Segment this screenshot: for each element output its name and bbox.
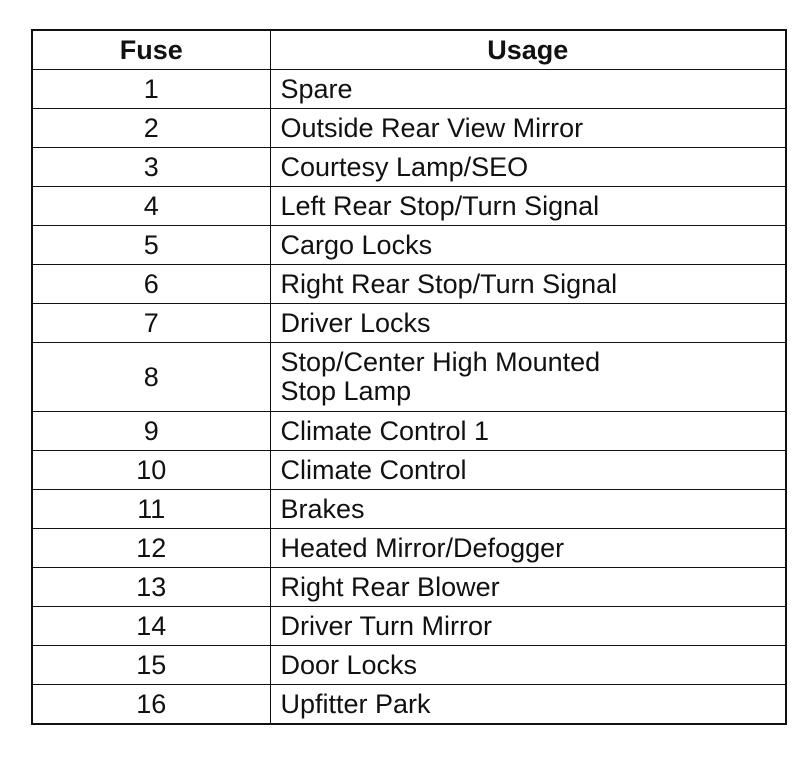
usage-text: Right Rear Stop/Turn Signal xyxy=(280,268,618,299)
usage-cell xyxy=(270,304,786,343)
fuse-number-cell: 8 xyxy=(32,343,270,412)
table-row xyxy=(32,226,786,265)
fuse-number-cell: 4 xyxy=(32,187,270,226)
table-row xyxy=(32,70,786,109)
usage-text: Heated Mirror/Defogger xyxy=(280,532,565,563)
table-row xyxy=(32,109,786,148)
usage-text: Climate Control xyxy=(280,454,467,485)
fuse-number-cell: 14 xyxy=(32,607,270,646)
usage-cell xyxy=(270,265,786,304)
usage-text: Brakes xyxy=(280,493,365,524)
table-header xyxy=(32,30,786,70)
usage-cell xyxy=(270,412,786,451)
usage-cell xyxy=(270,70,786,109)
usage-text: Left Rear Stop/Turn Signal xyxy=(280,190,600,221)
fuse-number-cell: 12 xyxy=(32,529,270,568)
table-row xyxy=(32,451,786,490)
usage-cell xyxy=(270,607,786,646)
table-row xyxy=(32,148,786,187)
column-header-usage: Usage xyxy=(270,30,786,70)
fuse-number-cell: 13 xyxy=(32,568,270,607)
usage-text: Cargo Locks xyxy=(280,229,433,260)
usage-text: Stop/Center High Mounted Stop Lamp xyxy=(280,347,601,406)
fuse-usage-table xyxy=(31,29,787,725)
usage-text: Right Rear Blower xyxy=(280,571,500,602)
usage-text: Door Locks xyxy=(280,649,418,680)
fuse-number-cell: 3 xyxy=(32,148,270,187)
fuse-number-cell: 7 xyxy=(32,304,270,343)
table-row xyxy=(32,343,786,412)
table-row xyxy=(32,529,786,568)
column-header-fuse: Fuse xyxy=(32,30,270,70)
header-row xyxy=(32,30,786,70)
usage-cell xyxy=(270,568,786,607)
table-row xyxy=(32,265,786,304)
fuse-number-cell: 11 xyxy=(32,490,270,529)
usage-cell xyxy=(270,685,786,725)
table-row xyxy=(32,646,786,685)
usage-cell xyxy=(270,529,786,568)
usage-cell xyxy=(270,187,786,226)
fuse-number-cell: 2 xyxy=(32,109,270,148)
usage-cell xyxy=(270,226,786,265)
usage-text: Spare xyxy=(280,73,353,104)
table-row xyxy=(32,685,786,725)
table-body xyxy=(32,70,786,725)
table-row xyxy=(32,490,786,529)
usage-text: Driver Turn Mirror xyxy=(280,610,493,641)
fuse-number-cell: 15 xyxy=(32,646,270,685)
table-row xyxy=(32,187,786,226)
fuse-number-cell: 10 xyxy=(32,451,270,490)
usage-cell xyxy=(270,451,786,490)
table-row xyxy=(32,304,786,343)
usage-cell xyxy=(270,148,786,187)
table-row xyxy=(32,568,786,607)
fuse-number-cell: 1 xyxy=(32,70,270,109)
usage-text: Outside Rear View Mirror xyxy=(280,112,584,143)
usage-cell xyxy=(270,490,786,529)
table-row xyxy=(32,607,786,646)
fuse-number-cell: 16 xyxy=(32,685,270,725)
fuse-number-cell: 6 xyxy=(32,265,270,304)
usage-text: Upfitter Park xyxy=(280,688,431,719)
usage-cell xyxy=(270,343,786,412)
usage-text: Climate Control 1 xyxy=(280,415,490,446)
fuse-number-cell: 9 xyxy=(32,412,270,451)
usage-text: Driver Locks xyxy=(280,307,431,338)
fuse-number-cell: 5 xyxy=(32,226,270,265)
usage-cell xyxy=(270,646,786,685)
usage-cell xyxy=(270,109,786,148)
usage-text: Courtesy Lamp/SEO xyxy=(280,151,529,182)
table-row xyxy=(32,412,786,451)
